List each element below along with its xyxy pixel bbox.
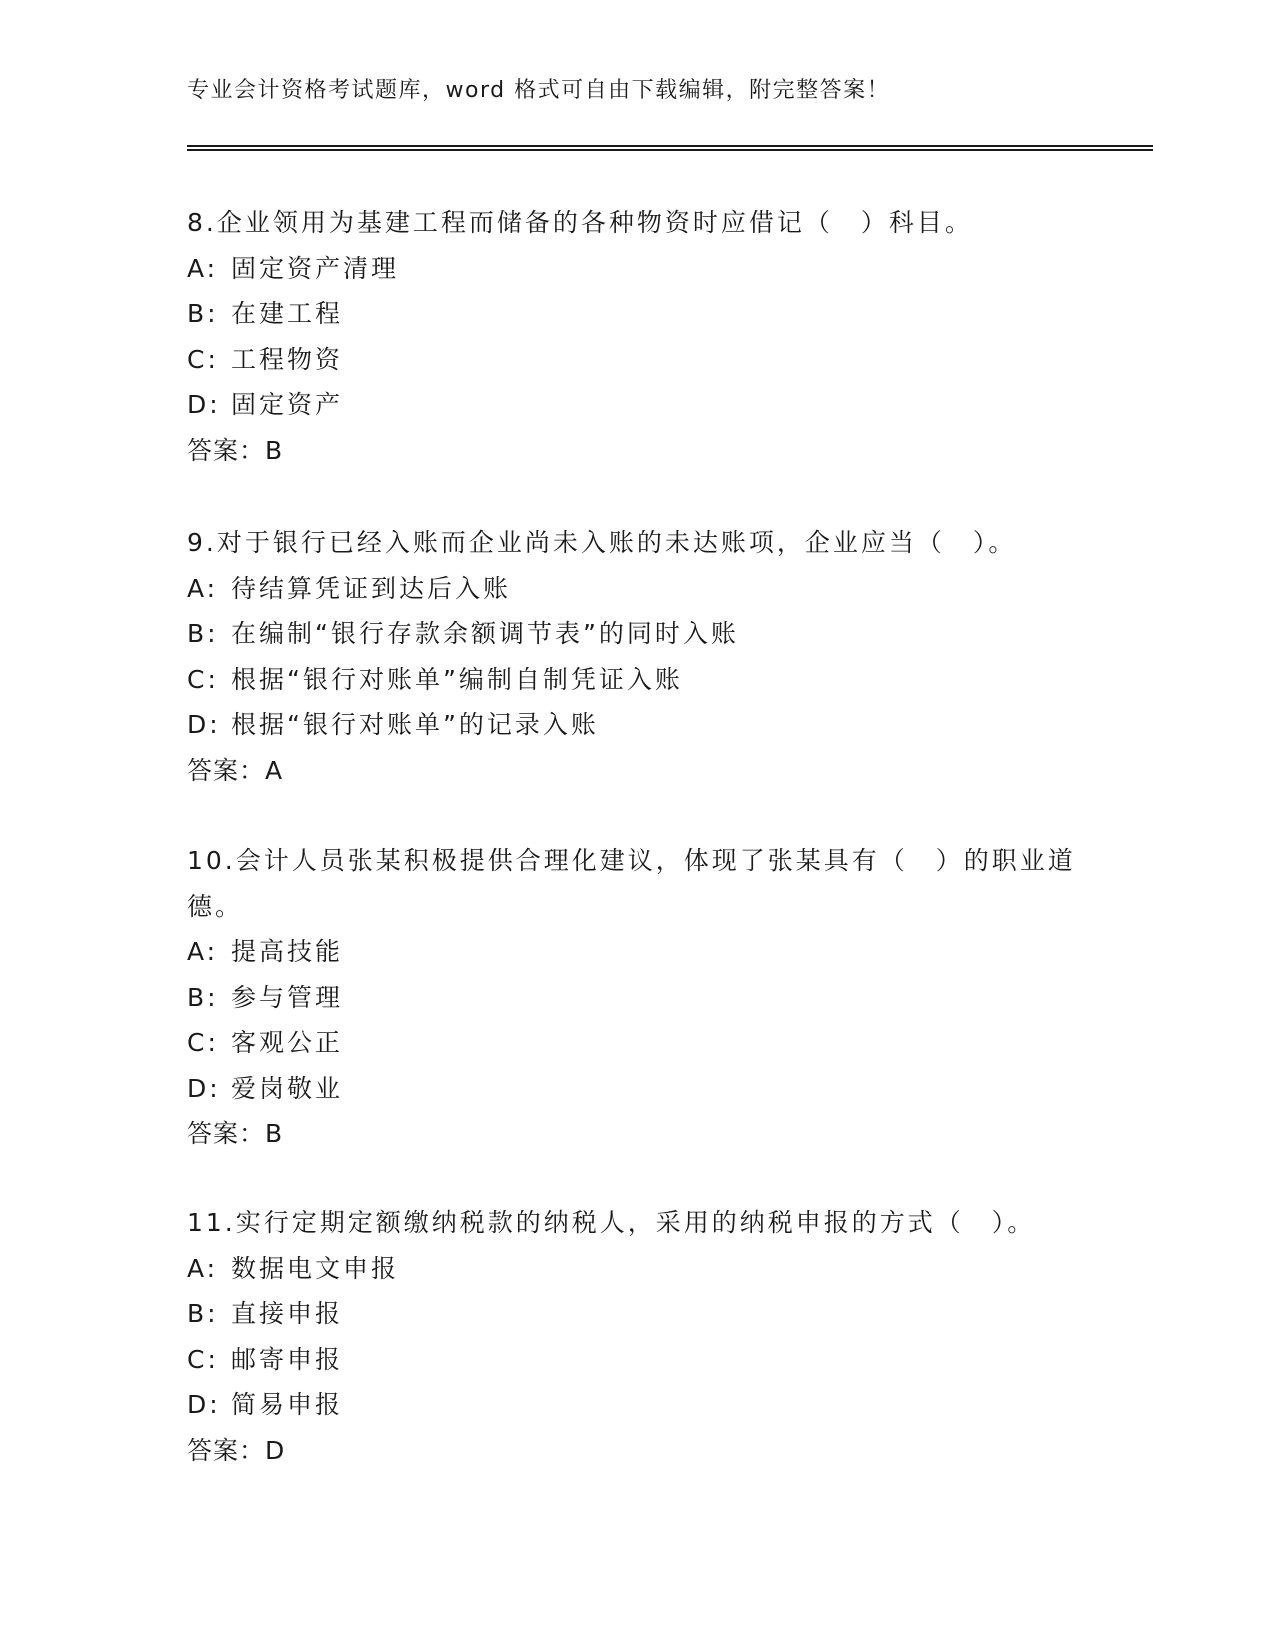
option-letter: D: [187, 710, 221, 739]
question-block [187, 1200, 1087, 1473]
option-letter: B: [187, 982, 219, 1012]
option-letter: B: [187, 1299, 219, 1328]
option-b [187, 611, 1087, 657]
answer-line: 答案：D [187, 1435, 286, 1465]
option-text: 固定资产 [231, 390, 344, 419]
option-letter: C: [187, 344, 219, 374]
option-text: 直接申报 [231, 1299, 344, 1328]
option-letter: A: [187, 937, 219, 966]
answer-line: 答案：A [187, 755, 284, 785]
option-c [187, 337, 1087, 383]
option-text: 根据“银行对账单”的记录入账 [231, 710, 599, 739]
option-text: 客观公正 [231, 1028, 344, 1057]
option-b [187, 291, 1087, 337]
option-text: 工程物资 [231, 344, 344, 374]
question-block [187, 520, 1087, 793]
option-letter: B: [187, 299, 219, 328]
question-block [187, 838, 1087, 1157]
option-text: 在建工程 [231, 299, 344, 328]
option-letter: B: [187, 619, 219, 648]
option-letter: C: [187, 1344, 219, 1374]
option-d [187, 1066, 1087, 1112]
option-a [187, 1246, 1087, 1292]
question-block [187, 200, 1087, 473]
option-text: 根据“银行对账单”编制自制凭证入账 [231, 664, 683, 694]
option-d [187, 382, 1087, 428]
option-text: 参与管理 [231, 982, 344, 1012]
option-text: 简易申报 [231, 1390, 344, 1419]
option-b [187, 1291, 1087, 1337]
option-c [187, 1337, 1087, 1383]
option-d [187, 1382, 1087, 1428]
option-c [187, 657, 1087, 703]
option-text: 在编制“银行存款余额调节表”的同时入账 [231, 619, 739, 648]
option-b [187, 975, 1087, 1021]
option-a [187, 566, 1087, 612]
option-text: 爱岗敬业 [231, 1073, 344, 1103]
question-stem: 9.对于银行已经入账而企业尚未入账的未达账项，企业应当（ ）。 [187, 528, 1017, 557]
option-text: 数据电文申报 [231, 1253, 400, 1283]
answer-line: 答案：B [187, 435, 284, 465]
option-text: 待结算凭证到达后入账 [231, 573, 512, 603]
option-letter: C: [187, 664, 219, 694]
option-letter: A: [187, 1253, 219, 1283]
page-header: 专业会计资格考试题库，word 格式可自由下载编辑，附完整答案！ [187, 78, 891, 103]
option-letter: D: [187, 1390, 221, 1419]
option-letter: A: [187, 253, 219, 283]
option-letter: C: [187, 1028, 219, 1057]
question-stem: 11.实行定期定额缴纳税款的纳税人，采用的纳税申报的方式（ ）。 [187, 1208, 1036, 1237]
option-d [187, 702, 1087, 748]
option-text: 固定资产清理 [231, 253, 400, 283]
option-text: 邮寄申报 [231, 1344, 344, 1374]
question-stem: 8.企业领用为基建工程而储备的各种物资时应借记（ ）科目。 [187, 208, 973, 237]
answer-line: 答案：B [187, 1119, 284, 1148]
option-letter: A: [187, 573, 219, 603]
option-c [187, 1020, 1087, 1066]
option-a [187, 246, 1087, 292]
option-letter: D: [187, 390, 221, 419]
header-double-rule [187, 145, 1153, 151]
option-a [187, 929, 1087, 975]
option-text: 提高技能 [231, 937, 344, 966]
option-letter: D: [187, 1073, 221, 1103]
question-stem: 10.会计人员张某积极提供合理化建议，体现了张某具有（ ）的职业道德。 [187, 846, 1076, 921]
